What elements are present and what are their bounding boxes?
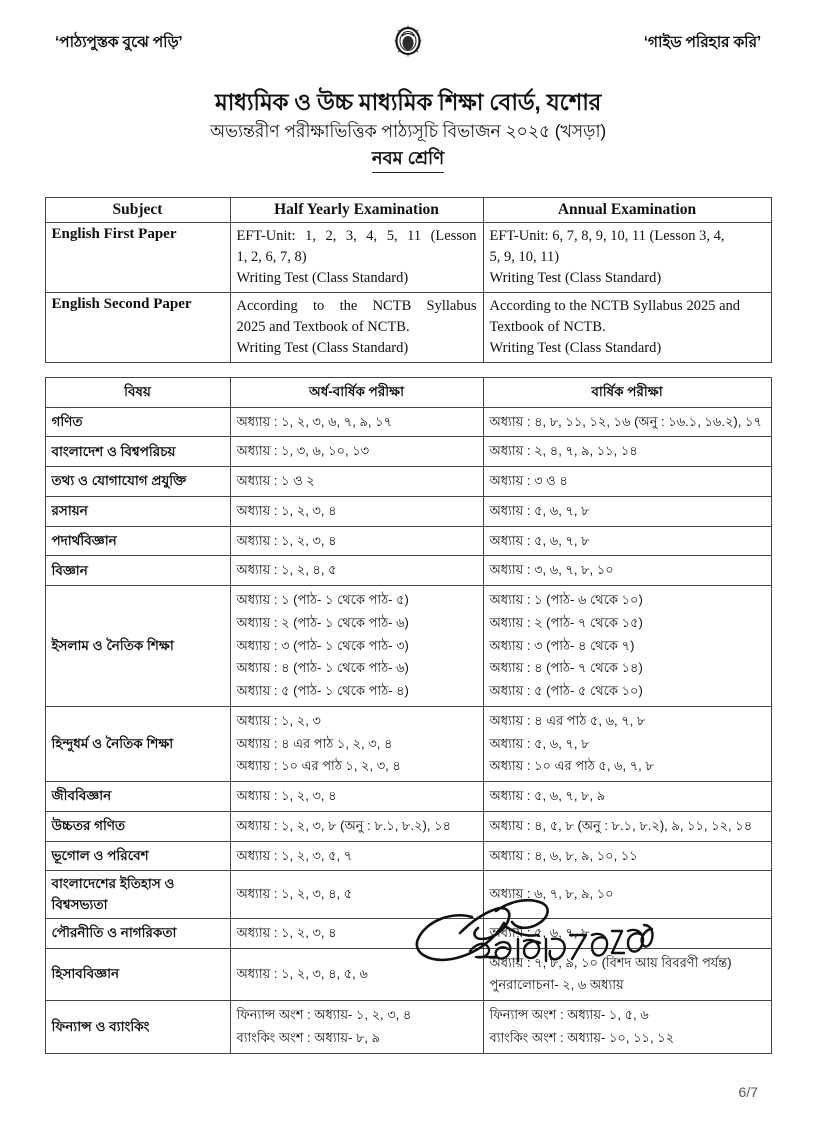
annual-content [483, 706, 771, 781]
content-line: অধ্যায় : ১ ও ২ [236, 473, 315, 489]
column-header-annual: Annual Examination [483, 197, 771, 222]
table-row [45, 586, 771, 707]
half-yearly-content [230, 526, 483, 556]
subject-name: তথ্য ও যোগাযোগ প্রযুক্তি [45, 467, 230, 497]
table-header-row [45, 377, 771, 407]
content-line: অধ্যায় : ৭, ৮, ৯, ১০ (বিশদ আয় বিবরণী পর্যন্ত) [489, 954, 732, 970]
annual-content [483, 1001, 771, 1054]
content-line: অধ্যায় : ৫ (পাঠ- ১ থেকে পাঠ- ৪) [236, 683, 409, 699]
table-row [45, 407, 771, 437]
content-line: অধ্যায় : ৫, ৬, ৭, ৮ [489, 502, 590, 518]
board-emblem-icon [391, 22, 425, 62]
motto-left: ‘পাঠ্যপুস্তক বুঝে পড়ি’ [55, 34, 183, 51]
half-yearly-content [230, 556, 483, 586]
half-yearly-content [230, 586, 483, 707]
table-row [45, 467, 771, 497]
content-line: অধ্যায় : ১, ২, ৩, ৪ [236, 788, 337, 804]
subject-name: হিসাববিজ্ঞান [45, 948, 230, 1001]
subject-name: ফিন্যান্স ও ব্যাংকিং [45, 1001, 230, 1054]
half-yearly-content [230, 496, 483, 526]
content-line: অধ্যায় : ৩ (পাঠ- ১ থেকে পাঠ- ৩) [236, 637, 409, 653]
content-line: অধ্যায় : ১, ২, ৩, ৫, ৭ [236, 847, 353, 863]
content-line: পুনরালোচনা- ২, ৬ অধ্যায় [489, 977, 624, 993]
content-line: অধ্যায় : ১, ২, ৩, ৪, ৫ [236, 886, 353, 902]
content-line: অধ্যায় : ২ (পাঠ- ৭ থেকে ১৫) [489, 614, 643, 630]
column-header-subject: Subject [45, 197, 230, 222]
subject-name: হিন্দুধর্ম ও নৈতিক শিক্ষা [45, 706, 230, 781]
page-number: 6/7 [738, 1084, 758, 1100]
class-title: নবম শ্রেণি [372, 147, 444, 172]
subject-name: রসায়ন [45, 496, 230, 526]
column-header-half-yearly: অর্ধ-বার্ষিক পরীক্ষা [230, 377, 483, 407]
annual-content [483, 222, 771, 292]
subject-name: বিজ্ঞান [45, 556, 230, 586]
subject-name: বাংলাদেশের ইতিহাস ও বিশ্বসভ্যতা [45, 871, 230, 919]
content-line: অধ্যায় : ৩ (পাঠ- ৪ থেকে ৭) [489, 637, 635, 653]
annual-content [483, 407, 771, 437]
content-line: অধ্যায় : ৫, ৬, ৭, ৮ [489, 924, 590, 940]
table-row [45, 782, 771, 812]
annual-content [483, 586, 771, 707]
content-line: অধ্যায় : ১, ৩, ৬, ১০, ১৩ [236, 443, 370, 459]
subject-name: English Second Paper [45, 292, 230, 362]
content-line: অধ্যায় : ৪ এর পাঠ ১, ২, ৩, ৪ [236, 735, 393, 751]
content-line: অধ্যায় : ৫ (পাঠ- ৫ থেকে ১০) [489, 683, 643, 699]
half-yearly-content [230, 706, 483, 781]
subject-name: পদার্থবিজ্ঞান [45, 526, 230, 556]
motto-right: ‘গাইড পরিহার করি’ [643, 34, 761, 51]
annual-content [483, 841, 771, 871]
content-line: অধ্যায় : ৫, ৬, ৭, ৮, ৯ [489, 788, 606, 804]
content-line: অধ্যায় : ১, ২, ৩, ৪, ৫, ৬ [236, 966, 368, 982]
content-line: অধ্যায় : ১ (পাঠ- ৬ থেকে ১০) [489, 592, 643, 608]
subject-name: উচ্চতর গণিত [45, 811, 230, 841]
content-line: অধ্যায় : ১, ২, ৩, ৮ (অনু : ৮.১, ৮.২), ১৪ [236, 817, 451, 833]
content-line: অধ্যায় : ৩ ও ৪ [489, 473, 568, 489]
content-line: অধ্যায় : ১, ২, ৩ [236, 712, 321, 728]
content-line: অধ্যায় : ২, ৪, ৭, ৯, ১১, ১৪ [489, 443, 638, 459]
subject-name: ইসলাম ও নৈতিক শিক্ষা [45, 586, 230, 707]
table-row [45, 526, 771, 556]
annual-content [483, 437, 771, 467]
content-line: অধ্যায় : ২ (পাঠ- ১ থেকে পাঠ- ৬) [236, 614, 409, 630]
content-line: অধ্যায় : ১, ২, ৩, ৪ [236, 502, 337, 518]
half-yearly-content [230, 467, 483, 497]
content-line: Writing Test (Class Standard) [236, 339, 409, 356]
table-row [45, 1001, 771, 1054]
content-line: 5, 9, 10, 11) [489, 248, 560, 265]
half-yearly-content [230, 437, 483, 467]
content-line: অধ্যায় : ৪ (পাঠ- ১ থেকে পাঠ- ৬) [236, 660, 409, 676]
content-line: 2025 and Textbook of NCTB. [236, 318, 410, 335]
content-line: অধ্যায় : ১০ এর পাঠ ৫, ৬, ৭, ৮ [489, 758, 654, 774]
content-line: ফিন্যান্স অংশ : অধ্যায়- ১, ৫, ৬ [489, 1007, 649, 1023]
content-line: ব্যাংকিং অংশ : অধ্যায়- ৮, ৯ [236, 1029, 381, 1045]
table-row [45, 811, 771, 841]
content-line: অধ্যায় : ১০ এর পাঠ ১, ২, ৩, ৪ [236, 758, 401, 774]
content-line: অধ্যায় : ১, ২, ৪, ৫ [236, 562, 337, 578]
content-line: অধ্যায় : ৬, ৭, ৮, ৯, ১০ [489, 886, 614, 902]
content-line: অধ্যায় : ১, ২, ৩, ৬, ৭, ৯, ১৭ [236, 413, 392, 429]
content-line: অধ্যায় : ৪, ৬, ৮, ৯, ১০, ১১ [489, 847, 638, 863]
column-header-annual: বার্ষিক পরীক্ষা [483, 377, 771, 407]
annual-content [483, 467, 771, 497]
subject-name: পৌরনীতি ও নাগরিকতা [45, 918, 230, 948]
half-yearly-content [230, 292, 483, 362]
content-line: EFT-Unit: 1, 2, 3, 4, 5, 11 (Lesson [236, 227, 477, 244]
content-line: অধ্যায় : ১ (পাঠ- ১ থেকে পাঠ- ৫) [236, 592, 409, 608]
document-subtitle: অভ্যন্তরীণ পরীক্ষাভিত্তিক পাঠ্যসূচি বিভাজন ২০২৫ (খসড়া) [210, 120, 606, 141]
annual-content [483, 292, 771, 362]
table-row [45, 437, 771, 467]
english-syllabus-table [45, 197, 772, 363]
content-line: EFT-Unit: 6, 7, 8, 9, 10, 11 (Lesson 3, 4, [489, 227, 725, 244]
table-row [45, 292, 771, 362]
half-yearly-content [230, 222, 483, 292]
content-line: অধ্যায় : ১, ২, ৩, ৪ [236, 532, 337, 548]
table-row [45, 556, 771, 586]
annual-content [483, 811, 771, 841]
content-line: Textbook of NCTB. [489, 318, 606, 335]
content-line: অধ্যায় : ৪, ৫, ৮ (অনু : ৮.১, ৮.২), ৯, ১১, ১২, ১৪ [489, 817, 753, 833]
table-row [45, 222, 771, 292]
content-line: অধ্যায় : ১, ২, ৩, ৪ [236, 924, 337, 940]
content-line: According to the NCTB Syllabus [236, 297, 477, 314]
content-line: According to the NCTB Syllabus 2025 and [489, 297, 741, 314]
half-yearly-content [230, 782, 483, 812]
content-line: অধ্যায় : ৪, ৮, ১১, ১২, ১৬ (অনু : ১৬.১, ১৬.২), ১৭ [489, 413, 762, 429]
content-line: Writing Test (Class Standard) [236, 269, 409, 286]
content-line: ফিন্যান্স অংশ : অধ্যায়- ১, ২, ৩, ৪ [236, 1007, 412, 1023]
page-header [55, 0, 761, 84]
content-line: অধ্যায় : ৩, ৬, ৭, ৮, ১০ [489, 562, 614, 578]
subject-name: English First Paper [45, 222, 230, 292]
annual-content [483, 496, 771, 526]
half-yearly-content [230, 1001, 483, 1054]
annual-content [483, 526, 771, 556]
content-line: অধ্যায় : ৪ (পাঠ- ৭ থেকে ১৪) [489, 660, 643, 676]
signature-block [400, 895, 660, 985]
content-line: Writing Test (Class Standard) [489, 339, 662, 356]
content-line: অধ্যায় : ৫, ৬, ৭, ৮ [489, 735, 590, 751]
content-line: ব্যাংকিং অংশ : অধ্যায়- ১০, ১১, ১২ [489, 1029, 675, 1045]
subject-name: গণিত [45, 407, 230, 437]
title-block [0, 88, 816, 173]
board-title: মাধ্যমিক ও উচ্চ মাধ্যমিক শিক্ষা বোর্ড, যশোর [214, 89, 602, 115]
table-header-row [45, 197, 771, 222]
content-line: 1, 2, 6, 7, 8) [236, 248, 307, 265]
subject-name: বাংলাদেশ ও বিশ্বপরিচয় [45, 437, 230, 467]
annual-content [483, 782, 771, 812]
half-yearly-content [230, 407, 483, 437]
content-line: অধ্যায় : ৪ এর পাঠ ৫, ৬, ৭, ৮ [489, 712, 646, 728]
annual-content [483, 556, 771, 586]
content-line: Writing Test (Class Standard) [489, 269, 662, 286]
half-yearly-content [230, 841, 483, 871]
column-header-subject: বিষয় [45, 377, 230, 407]
table-row [45, 496, 771, 526]
table-row [45, 706, 771, 781]
subject-name: ভূগোল ও পরিবেশ [45, 841, 230, 871]
column-header-half-yearly: Half Yearly Examination [230, 197, 483, 222]
table-row [45, 841, 771, 871]
subject-name: জীববিজ্ঞান [45, 782, 230, 812]
content-line: অধ্যায় : ৫, ৬, ৭, ৮ [489, 532, 590, 548]
half-yearly-content [230, 811, 483, 841]
